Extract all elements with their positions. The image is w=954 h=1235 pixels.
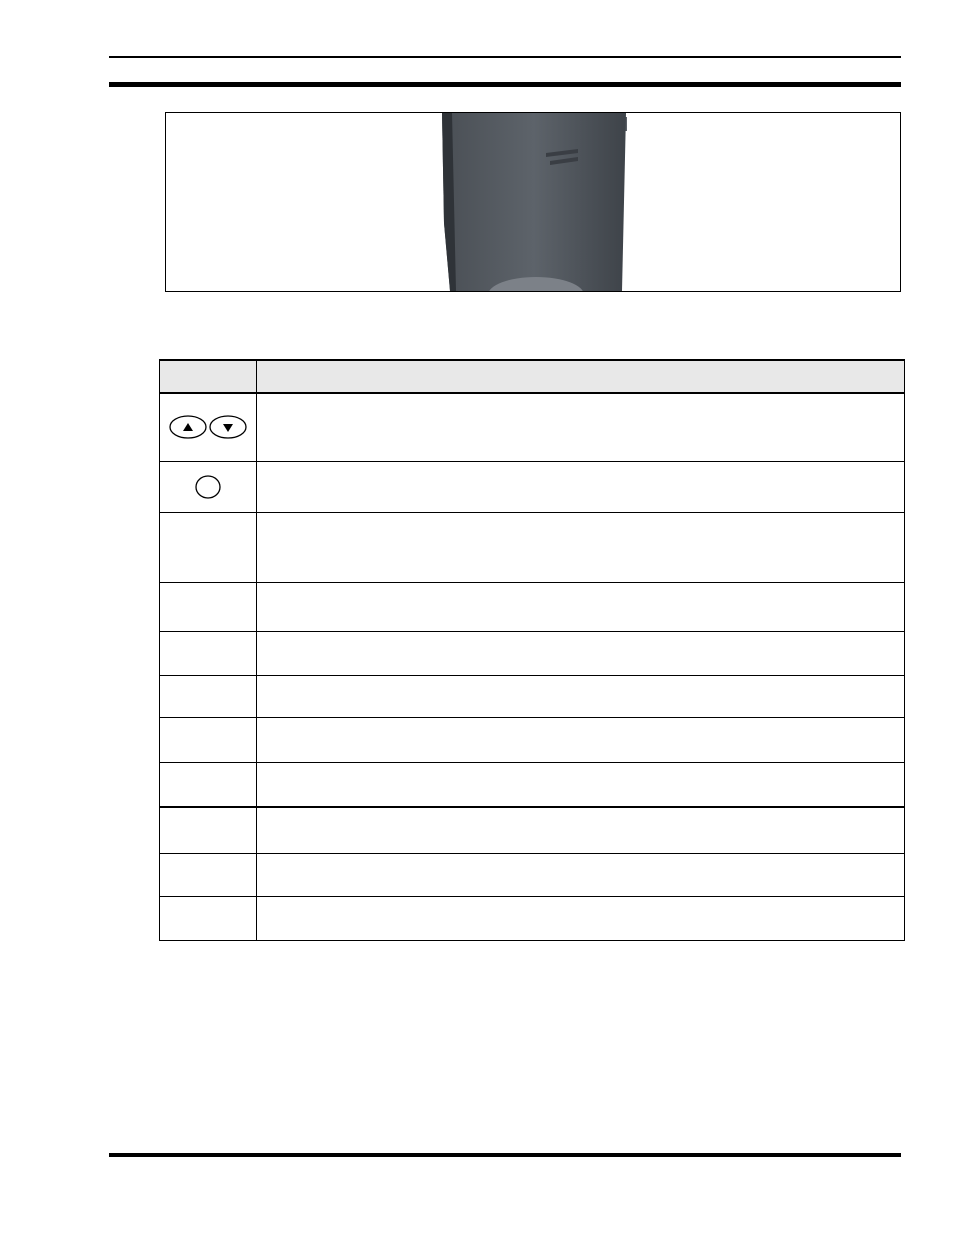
radio-keypad-illustration [166,113,900,291]
arrow-keys-description [257,393,905,461]
key-1-description [257,512,905,582]
table-row [160,512,905,582]
table-row [160,393,905,461]
key-2-cell [160,631,257,675]
radio-body [442,113,626,291]
table-row [160,461,905,512]
menu-key-icon [193,473,223,501]
key-3-description [257,675,905,717]
arrow-keys-cell [160,393,257,461]
keypad-figure [165,112,901,292]
key-4-cell [160,717,257,762]
up-down-arrow-keys-icon [168,414,248,440]
keypad-description [257,582,905,631]
header-key-cell [160,360,257,393]
table-row [160,582,905,631]
menu-key-cell [160,461,257,512]
menu-key-description [257,461,905,512]
key-hash-description [257,896,905,940]
key-2-description [257,631,905,675]
header-rule-thick [109,82,901,87]
key-star-description [257,853,905,896]
table-row [160,853,905,896]
table-header-row [160,360,905,393]
key-hash-cell [160,896,257,940]
blank-key-cell [160,582,257,631]
key-4-description [257,717,905,762]
table-row [160,762,905,807]
key-1-cell [160,512,257,582]
key-9-description [257,807,905,853]
header-rule-thin [109,56,901,58]
header-function-cell [257,360,905,393]
table-row [160,807,905,853]
key-3-cell [160,675,257,717]
footer-rule [109,1153,901,1157]
table-row [160,675,905,717]
table-row [160,896,905,940]
key-star-cell [160,853,257,896]
key-6-description [257,762,905,807]
table-row [160,631,905,675]
key-function-table [159,359,905,941]
table-row [160,717,905,762]
key-9-cell [160,807,257,853]
key-6-cell [160,762,257,807]
